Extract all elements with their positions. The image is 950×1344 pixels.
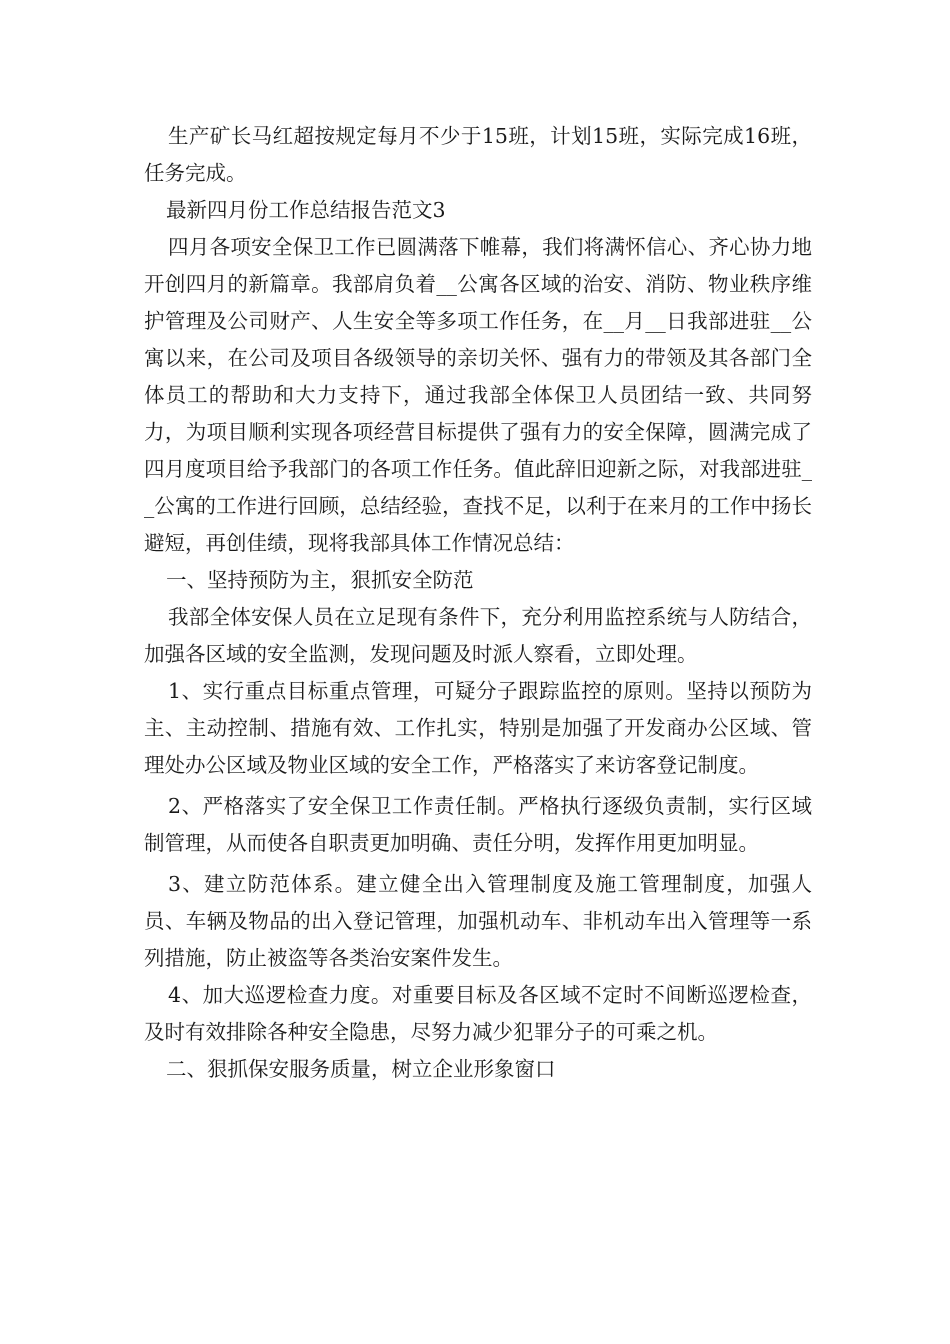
heading-prevention-first: 一、坚持预防为主，狠抓安全防范 (166, 568, 474, 592)
paragraph-item-4: 4、加大巡逻检查力度。对重要目标及各区域不定时不间断巡逻检查，及时有效排除各种安全隐患，尽努力减少犯罪分子的可乘之机。 (144, 983, 812, 1044)
paragraph-monitoring: 我部全体安保人员在立足现有条件下，充分利用监控系统与人防结合，加强各区域的安全监测，发现问题及时派人察看，立即处理。 (144, 605, 812, 666)
paragraph-shift-completion: 生产矿长马红超按规定每月不少于15班，计划15班，实际完成16班，任务完成。 (144, 124, 812, 185)
section-title-report-3: 最新四月份工作总结报告范文3 (166, 198, 446, 222)
paragraph-april-summary-intro: 四月各项安全保卫工作已圆满落下帷幕，我们将满怀信心、齐心协力地开创四月的新篇章。我部肩负着__公寓各区域的治安、消防、物业秩序维护管理及公司财产、人生安全等多项工作任务，在__月__日我部进驻__公寓以来，在公司及项目各级领导的亲切关怀、强有力的带领及其各部门全体员工的帮助和大力支持下，通过我部全体保卫人员团结一致、共同努力，为项目顺利实现各项经营目标提供了强有力的安全保障，圆满完成了四月度项目给予我部门的各项工作任务。值此辞旧迎新之际，对我部进驻__公寓的工作进行回顾，总结经验，查找不足，以利于在来月的工作中扬长避短，再创佳绩，现将我部具体工作情况总结： (144, 235, 812, 555)
document-page (144, 118, 812, 1088)
paragraph-item-1: 1、实行重点目标重点管理，可疑分子跟踪监控的原则。坚持以预防为主、主动控制、措施有效、工作扎实，特别是加强了开发商办公区域、管理处办公区域及物业区域的安全工作，严格落实了来访客登记制度。 (144, 679, 812, 777)
paragraph-item-2: 2、严格落实了安全保卫工作责任制。严格执行逐级负责制，实行区域制管理，从而使各自职责更加明确、责任分明，发挥作用更加明显。 (144, 794, 812, 855)
paragraph-item-3: 3、建立防范体系。建立健全出入管理制度及施工管理制度，加强人员、车辆及物品的出入登记管理，加强机动车、非机动车出入管理等一系列措施，防止被盗等各类治安案件发生。 (144, 872, 812, 970)
heading-service-quality: 二、狠抓保安服务质量，树立企业形象窗口 (166, 1057, 556, 1081)
